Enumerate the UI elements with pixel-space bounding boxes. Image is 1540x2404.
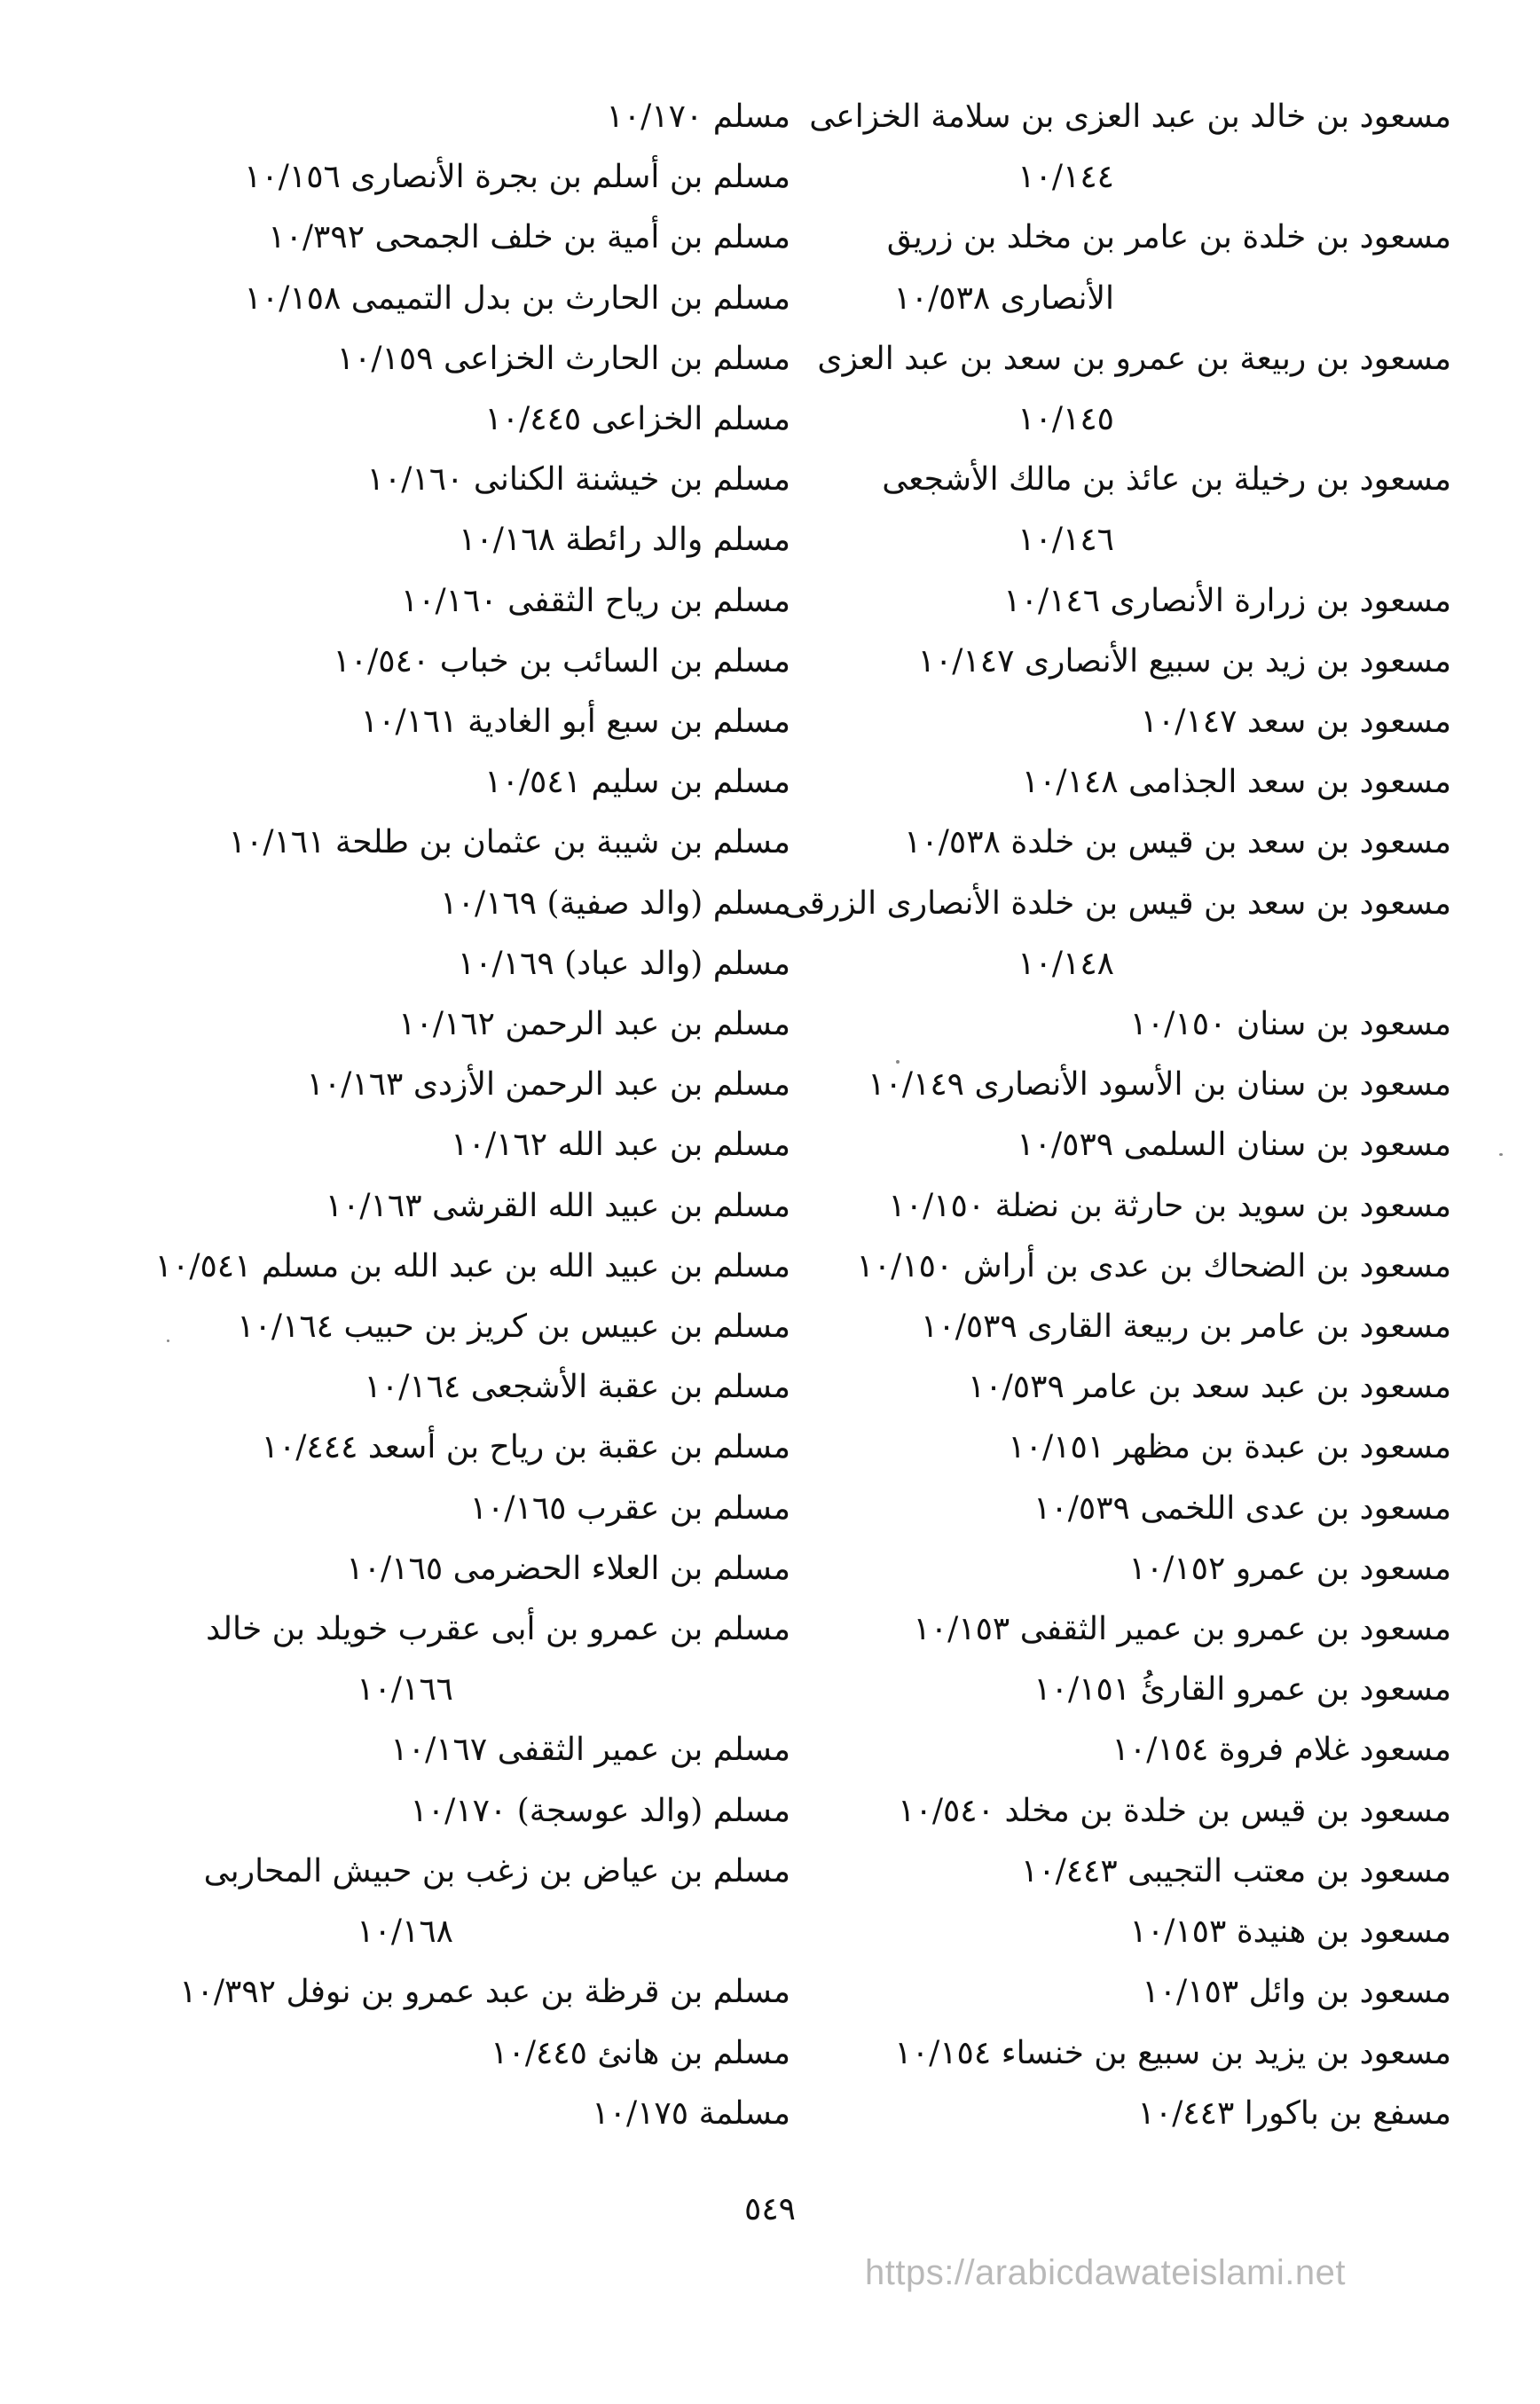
entry-reference: ١٠/١٤٩ <box>868 1066 965 1104</box>
entry-reference: ١٠/٤٤٣ <box>1020 1852 1118 1889</box>
entry-reference: ١٠/٥٤٠ <box>898 1792 994 1829</box>
entry-reference: ١٠/١٦٦ <box>357 1671 453 1709</box>
entry-name: مسلم الخزاعى <box>591 401 790 438</box>
index-entry <box>152 1055 790 1115</box>
index-entry <box>152 874 790 934</box>
index-entry <box>813 2084 1451 2144</box>
index-entry <box>813 1720 1451 1780</box>
index-entry <box>813 1055 1451 1115</box>
index-entry <box>152 1479 790 1539</box>
entry-reference: ١٠/٤٤٣ <box>1137 2094 1235 2132</box>
index-entry <box>152 1962 790 2023</box>
entry-name: مسلم بن عقبة الأشجعى <box>470 1369 790 1406</box>
entry-reference: ١٠/١٦١ <box>360 703 458 741</box>
index-entry <box>813 1539 1451 1599</box>
entry-reference: ١٠/١٥٠ <box>1129 1006 1227 1043</box>
index-entry <box>813 571 1451 632</box>
entry-name: مسعود بن عمرو بن عمير الثقفى <box>1019 1611 1451 1648</box>
entry-name: مسلم بن عقبة بن رياح بن أسعد <box>367 1429 790 1466</box>
index-entry <box>813 1962 1451 2023</box>
entry-name: مسلم بن السائب بن خباب <box>439 642 790 680</box>
entry-reference: ١٠/٣٩٢ <box>179 1974 276 2011</box>
index-entry <box>152 2023 790 2084</box>
scan-speck <box>896 1060 900 1064</box>
entry-name: مسلم بن قرظة بن عبد عمرو بن نوفل <box>286 1974 790 2011</box>
entry-reference: ١٠/١٧٥ <box>592 2094 689 2132</box>
entry-name: مسعود بن رخيلة بن عائذ بن مالك الأشجعى <box>882 461 1451 499</box>
index-entry <box>152 1297 790 1357</box>
entry-name: مسعود بن سنان <box>1236 1006 1451 1043</box>
entry-name: مسعود بن هنيدة <box>1236 1913 1451 1951</box>
index-column-right <box>782 87 1451 2144</box>
index-entry <box>813 752 1451 813</box>
index-entry <box>152 269 790 329</box>
entry-reference: ١٠/١٦٣ <box>325 1187 422 1224</box>
entry-name: مسعود بن ربيعة بن عمرو بن سعد بن عبد العزى <box>817 340 1451 377</box>
entry-name: مسعود بن عدى اللخمى <box>1140 1489 1451 1527</box>
entry-reference: ١٠/١٦٧ <box>390 1732 488 1769</box>
index-entry <box>813 1357 1451 1418</box>
entry-name: مسلم بن عبد الرحمن الأزدى <box>412 1066 790 1104</box>
page-number: ٥٤٩ <box>743 2191 796 2227</box>
index-entry <box>152 752 790 813</box>
entry-name: مسلم بن الحارث بن بدل التميمى <box>350 279 790 317</box>
index-entry <box>809 87 1451 208</box>
entry-reference: ١٠/١٤٧ <box>917 642 1015 680</box>
entry-name: مسلم بن أمية بن خلف الجمحى <box>374 219 790 256</box>
index-entry <box>152 1357 790 1418</box>
index-entry <box>813 1599 1451 1660</box>
entry-name: مسلم (والد عباد) <box>564 945 790 982</box>
entry-name: مسلم (والد عوسجة) <box>516 1792 790 1829</box>
entry-name: مسعود بن زيد بن سبيع الأنصارى <box>1024 642 1451 680</box>
entry-name: مسعود بن زرارة الأنصارى <box>1110 582 1451 619</box>
entry-reference: ١٠/١٦٣ <box>306 1066 404 1104</box>
index-entry <box>813 1297 1451 1357</box>
entry-name: مسلم بن رياح الثقفى <box>507 582 790 619</box>
entry-reference: ١٠/٤٤٥ <box>491 2034 587 2071</box>
entry-name: مسعود بن سنان السلمى <box>1123 1127 1451 1164</box>
entry-name: مسعود بن عامر بن ربيعة القارى <box>1027 1308 1451 1346</box>
index-entry <box>813 1237 1451 1297</box>
index-entry <box>813 1781 1451 1842</box>
entry-reference: ١٠/٥٤١ <box>484 764 582 801</box>
index-entry <box>152 389 790 450</box>
entry-reference: ١٠/١٤٨ <box>1018 945 1114 982</box>
entry-reference: ١٠/١٤٨ <box>1021 764 1119 801</box>
index-entry <box>152 813 790 873</box>
index-entry <box>813 2023 1451 2084</box>
entry-name: مسلم بن عمير الثقفى <box>497 1732 790 1769</box>
watermark-url: https://arabicdawateislami.net <box>865 2253 1346 2292</box>
index-column-left <box>152 87 790 2144</box>
entry-name: مسعود بن خلدة بن عامر بن مخلد بن زريق <box>886 219 1451 256</box>
index-entry <box>152 1720 790 1780</box>
entry-reference: الأنصارى ١٠/٥٣٨ <box>893 279 1114 317</box>
entry-name: مسعود بن قيس بن خلدة بن مخلد <box>1004 1792 1451 1829</box>
index-entry <box>813 813 1451 873</box>
index-entry <box>152 1418 790 1478</box>
entry-name: مسعود بن عمرو القارئُ <box>1140 1671 1451 1709</box>
index-entry <box>152 1237 790 1297</box>
entry-reference: ١٠/١٦٠ <box>366 461 464 499</box>
index-entry <box>152 632 790 692</box>
entry-name: مسعود بن سعد <box>1246 703 1451 741</box>
entry-reference: ١٠/١٥٠ <box>856 1247 954 1284</box>
entry-reference: ١٠/٥٣٨ <box>904 824 1001 861</box>
entry-reference: ١٠/١٥٣ <box>1129 1913 1227 1951</box>
entry-reference: ١٠/٣٩٢ <box>268 219 365 256</box>
entry-name: مسعود بن سعد بن قيس بن خلدة <box>1010 824 1451 861</box>
entry-name: مسلم بن عبيس بن كريز بن حبيب <box>343 1308 790 1346</box>
entry-name: مسعود غلام فروة <box>1218 1732 1451 1769</box>
entry-name: مسلم بن سليم <box>591 764 790 801</box>
entry-name: مسلم بن عبد الله <box>557 1127 790 1164</box>
entry-name: مسلم بن عبد الرحمن <box>505 1006 790 1043</box>
entry-reference: ١٠/١٥٩ <box>336 340 434 377</box>
index-entry <box>152 87 790 147</box>
entry-name: مسعود بن الضحاك بن عدى بن أراش <box>962 1247 1451 1284</box>
entry-name: مسلم بن العلاء الحضرمى <box>452 1550 790 1587</box>
entry-reference: ١٠/١٤٦ <box>1018 522 1114 559</box>
entry-name: مسلم (والد صفية) <box>546 884 790 922</box>
entry-reference: ١٠/١٦٥ <box>469 1489 567 1527</box>
entry-reference: ١٠/٥٣٩ <box>968 1369 1065 1406</box>
entry-reference: ١٠/٥٤٠ <box>333 642 430 680</box>
entry-reference: ١٠/٥٣٩ <box>1033 1489 1130 1527</box>
entry-name: مسعود بن عمرو <box>1235 1550 1451 1587</box>
entry-reference: ١٠/١٤٤ <box>1018 159 1114 196</box>
entry-name: مسلم بن شيبة بن عثمان بن طلحة <box>334 824 790 861</box>
entry-name: مسفع بن باكورا <box>1244 2094 1451 2132</box>
entry-name: مسعود بن معتب التجيبى <box>1128 1852 1451 1889</box>
entry-reference: ١٠/١٦٩ <box>440 884 538 922</box>
index-entry <box>152 147 790 208</box>
entry-name: مسلم بن عياض بن زغب بن حبيش المحاربى <box>203 1852 790 1889</box>
entry-reference: ١٠/١٧٠ <box>606 98 703 135</box>
index-entry <box>152 994 790 1055</box>
entry-name: مسلم بن عبيد الله القرشى <box>432 1187 790 1224</box>
entry-reference: ١٠/١٥٢ <box>1128 1550 1226 1587</box>
entry-name: مسلم بن عمرو بن أبى عقرب خويلد بن خالد <box>206 1611 790 1648</box>
entry-reference: ١٠/١٦٢ <box>451 1127 548 1164</box>
entry-reference: ١٠/١٥٠ <box>888 1187 986 1224</box>
entry-reference: ١٠/١٤٧ <box>1140 703 1238 741</box>
entry-name: مسعود بن يزيد بن سبيع بن خنساء <box>1001 2034 1451 2071</box>
index-entry <box>813 329 1451 450</box>
entry-reference: ١٠/١٤٥ <box>1018 401 1114 438</box>
entry-reference: ١٠/١٥١ <box>1033 1671 1131 1709</box>
entry-reference: ١٠/٥٣٩ <box>921 1308 1018 1346</box>
entry-reference: ١٠/٥٤١ <box>154 1247 252 1284</box>
entry-reference: ١٠/١٥٦ <box>244 159 341 196</box>
entry-reference: ١٠/١٥٤ <box>1112 1732 1209 1769</box>
index-entry <box>152 1176 790 1237</box>
entry-name: مسعود بن خالد بن عبد العزى بن سلامة الخزاعى <box>809 98 1451 135</box>
entry-name: مسعود بن عبد سعد بن عامر <box>1074 1369 1451 1406</box>
entry-reference: ١٠/١٦٩ <box>457 945 554 982</box>
entry-name: مسعود بن سعد بن قيس بن خلدة الأنصارى الزرقى <box>782 884 1451 922</box>
entry-reference: ١٠/٥٣٩ <box>1017 1127 1114 1164</box>
entry-name: مسلم بن الحارث الخزاعى <box>443 340 790 377</box>
entry-reference: ١٠/١٦٨ <box>357 1913 453 1951</box>
index-entry <box>813 1660 1451 1720</box>
index-entry <box>152 510 790 570</box>
entry-name: مسلم والد رائطة <box>565 522 790 559</box>
entry-name: مسعود بن وائل <box>1248 1974 1451 2011</box>
index-entry <box>813 450 1451 570</box>
scan-speck <box>1499 1153 1503 1156</box>
entry-reference: ١٠/٤٤٤ <box>261 1429 358 1466</box>
scan-speck <box>167 1339 169 1342</box>
entry-name: مسلم بن أسلم بن بجرة الأنصارى <box>350 159 790 196</box>
index-entry <box>152 1599 790 1720</box>
index-entry <box>152 1842 790 1962</box>
index-entry <box>152 329 790 389</box>
entry-reference: ١٠/١٦٥ <box>346 1550 444 1587</box>
entry-reference: ١٠/١٦٤ <box>364 1369 461 1406</box>
index-entry <box>152 1539 790 1599</box>
index-entry <box>813 1902 1451 1962</box>
entry-reference: ١٠/٤٤٥ <box>484 401 582 438</box>
index-entry <box>152 1115 790 1175</box>
entry-reference: ١٠/١٥١ <box>1008 1429 1105 1466</box>
entry-reference: ١٠/١٦٤ <box>237 1308 334 1346</box>
index-entry <box>813 1115 1451 1175</box>
index-entry <box>813 1176 1451 1237</box>
entry-name: مسلم بن خيشنة الكنانى <box>473 461 790 499</box>
index-entry <box>152 1781 790 1842</box>
index-entry <box>782 874 1451 994</box>
entry-name: مسلم بن سبع أبو الغادية <box>468 703 790 741</box>
index-entry <box>152 450 790 510</box>
entry-name: مسلم <box>712 98 790 135</box>
entry-reference: ١٠/١٤٦ <box>1003 582 1101 619</box>
index-entry <box>813 1842 1451 1902</box>
entry-reference: ١٠/١٦٨ <box>459 522 555 559</box>
index-entry <box>152 2084 790 2144</box>
entry-reference: ١٠/١٥٤ <box>894 2034 992 2071</box>
index-entry <box>813 1418 1451 1478</box>
index-entry <box>813 994 1451 1055</box>
entry-name: مسلمة <box>698 2094 790 2132</box>
index-entry <box>813 208 1451 328</box>
entry-reference: ١٠/١٥٣ <box>1142 1974 1239 2011</box>
entry-reference: ١٠/١٧٠ <box>410 1792 507 1829</box>
entry-reference: ١٠/١٥٨ <box>244 279 342 317</box>
entry-name: مسلم بن عقرب <box>576 1489 790 1527</box>
entry-reference: ١٠/١٦٢ <box>398 1006 495 1043</box>
index-entry <box>813 632 1451 692</box>
index-entry <box>813 1479 1451 1539</box>
index-entry <box>152 934 790 994</box>
entry-reference: ١٠/١٥٣ <box>913 1611 1010 1648</box>
entry-name: مسلم بن عبيد الله بن عبد الله بن مسلم <box>261 1247 790 1284</box>
index-entry <box>813 692 1451 752</box>
entry-name: مسعود بن عبدة بن مظهر <box>1114 1429 1451 1466</box>
entry-name: مسعود بن سنان بن الأسود الأنصارى <box>974 1066 1451 1104</box>
entry-reference: ١٠/١٦١ <box>228 824 326 861</box>
index-entry <box>152 208 790 268</box>
index-entry <box>152 571 790 632</box>
entry-name: مسلم بن هانئ <box>597 2034 790 2071</box>
index-entry <box>152 692 790 752</box>
entry-reference: ١٠/١٦٠ <box>400 582 498 619</box>
entry-name: مسعود بن سعد الجذامى <box>1128 764 1451 801</box>
entry-name: مسعود بن سويد بن حارثة بن نضلة <box>994 1187 1451 1224</box>
